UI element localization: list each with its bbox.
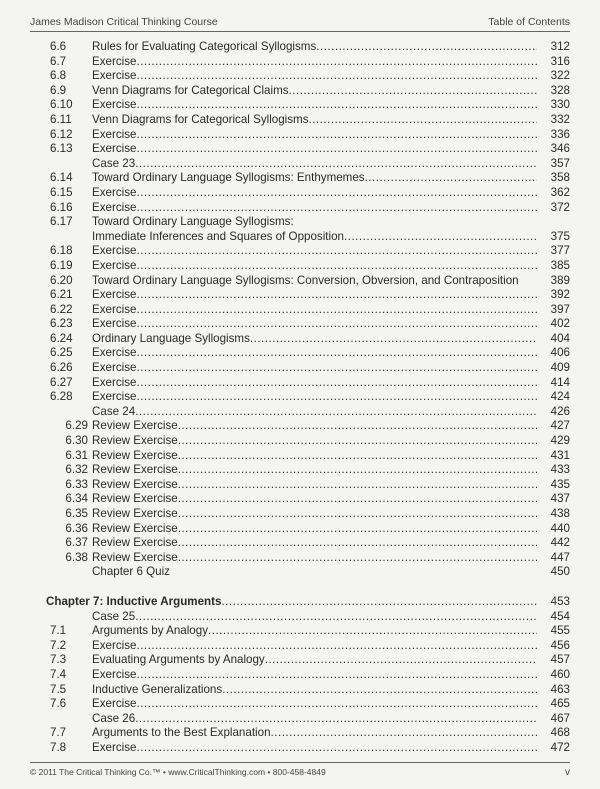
entry-title: Exercise ..... <box>92 186 537 201</box>
entry-number: 6.14 <box>50 171 73 185</box>
entry-page: 463 <box>550 682 570 696</box>
entry-title: Venn Diagrams for Categorical Syllogisms ..... <box>92 113 537 128</box>
entry-number: 6.20 <box>50 273 73 287</box>
entry-page: 385 <box>550 258 570 272</box>
entry-number: 7.4 <box>50 667 67 681</box>
toc-entry <box>0 157 600 172</box>
entry-page: 427 <box>550 419 570 433</box>
entry-number: 6.36 <box>65 521 88 535</box>
entry-title: Toward Ordinary Language Syllogisms: <box>92 215 294 229</box>
entry-number: 6.34 <box>65 492 88 506</box>
entry-page: 357 <box>550 156 570 170</box>
entry-number: 6.38 <box>65 550 88 564</box>
entry-title: Review Exercise ..... <box>92 492 537 507</box>
entry-page: 372 <box>550 200 570 214</box>
entry-page: 450 <box>550 565 570 579</box>
entry-title: Review Exercise ..... <box>92 478 537 493</box>
entry-page: 404 <box>550 331 570 345</box>
entry-number: 6.21 <box>50 288 73 302</box>
entry-page: 409 <box>550 361 570 375</box>
toc-entry <box>0 317 600 332</box>
entry-page: 465 <box>550 697 570 711</box>
entry-page: 375 <box>550 229 570 243</box>
entry-page: 440 <box>550 521 570 535</box>
entry-page: 362 <box>550 185 570 199</box>
toc-entry <box>0 522 600 537</box>
entry-number: 6.13 <box>50 142 73 156</box>
entry-title: Review Exercise ..... <box>92 536 537 551</box>
toc-entry <box>0 668 600 683</box>
entry-title: Case 25 ..... <box>92 610 537 625</box>
toc-entry <box>0 55 600 70</box>
entry-page: 346 <box>550 142 570 156</box>
entry-title: Case 26 ..... <box>92 712 537 727</box>
entry-title: Review Exercise ..... <box>92 419 537 434</box>
toc-entry <box>0 230 600 245</box>
header-section-title: Table of Contents <box>488 16 570 28</box>
toc-entry <box>0 551 600 566</box>
entry-number: 6.10 <box>50 98 73 112</box>
toc-entry <box>0 507 600 522</box>
chapter-page: 453 <box>550 594 570 608</box>
entry-title: Exercise ..... <box>92 361 537 376</box>
entry-number: 6.15 <box>50 185 73 199</box>
entry-number: 6.29 <box>65 419 88 433</box>
toc-entry <box>0 201 600 216</box>
footer-page-number: v <box>565 767 570 778</box>
entry-page: 332 <box>550 112 570 126</box>
entry-page: 322 <box>550 69 570 83</box>
entry-number: 6.8 <box>50 69 67 83</box>
entry-title: Toward Ordinary Language Syllogisms: Conversion, Obversion, and Contraposition <box>92 273 519 287</box>
entry-title: Exercise ..... <box>92 376 537 391</box>
entry-page: 406 <box>550 346 570 360</box>
section-gap <box>0 580 600 595</box>
entry-title: Exercise ..... <box>92 201 537 216</box>
entry-page: 389 <box>550 273 570 287</box>
entry-number: 6.26 <box>50 361 73 375</box>
entry-title: Inductive Generalizations ..... <box>92 683 537 698</box>
toc-entry <box>0 390 600 405</box>
entry-number: 6.30 <box>65 434 88 448</box>
entry-title: Chapter 6 Quiz <box>92 565 170 579</box>
entry-page: 424 <box>550 390 570 404</box>
entry-title: Exercise ..... <box>92 288 537 303</box>
entry-page: 316 <box>550 54 570 68</box>
toc-entry <box>0 712 600 727</box>
toc-entry <box>0 215 600 230</box>
entry-title: Case 23 ..... <box>92 157 537 172</box>
entry-page: 358 <box>550 171 570 185</box>
entry-title: Exercise ..... <box>92 128 537 143</box>
entry-number: 6.19 <box>50 258 73 272</box>
entry-number: 6.6 <box>50 40 67 53</box>
entry-number: 6.18 <box>50 244 73 258</box>
entry-title: Venn Diagrams for Categorical Claims ..... <box>92 84 537 99</box>
entry-number: 6.27 <box>50 375 73 389</box>
entry-page: 435 <box>550 477 570 491</box>
chapter-title: Chapter 7: Inductive Arguments ..... <box>46 595 537 610</box>
entry-title: Immediate Inferences and Squares of Opposition ..... <box>92 230 537 245</box>
toc-entry <box>0 303 600 318</box>
entry-number: 6.37 <box>65 536 88 550</box>
entry-title: Exercise ..... <box>92 244 537 259</box>
entry-page: 472 <box>550 740 570 754</box>
entry-title: Toward Ordinary Language Syllogisms: Enthymemes ..... <box>92 171 537 186</box>
toc-entry <box>0 128 600 143</box>
entry-number: 7.6 <box>50 697 67 711</box>
entry-page: 402 <box>550 317 570 331</box>
entry-page: 312 <box>550 40 570 53</box>
toc-entry <box>0 624 600 639</box>
entry-title: Rules for Evaluating Categorical Syllogisms ..... <box>92 40 537 55</box>
toc-entry <box>0 186 600 201</box>
toc-entry <box>0 288 600 303</box>
entry-number: 6.22 <box>50 302 73 316</box>
table-of-contents <box>0 40 600 756</box>
footer-copyright: © 2011 The Critical Thinking Co.™ • www.CriticalThinking.com • 800-458-4849 <box>30 767 326 777</box>
entry-page: 455 <box>550 624 570 638</box>
entry-number: 6.11 <box>50 112 72 126</box>
toc-entry <box>0 171 600 186</box>
entry-number: 6.17 <box>50 215 73 229</box>
header-book-title: James Madison Critical Thinking Course <box>30 16 218 28</box>
entry-page: 429 <box>550 434 570 448</box>
toc-entry <box>0 653 600 668</box>
entry-title: Case 24 ..... <box>92 405 537 420</box>
toc-entry <box>0 113 600 128</box>
entry-page: 454 <box>550 609 570 623</box>
entry-number: 6.12 <box>50 127 73 141</box>
toc-entry <box>0 639 600 654</box>
entry-page: 431 <box>550 448 570 462</box>
entry-page: 442 <box>550 536 570 550</box>
entry-page: 414 <box>550 375 570 389</box>
entry-page: 377 <box>550 244 570 258</box>
entry-page: 336 <box>550 127 570 141</box>
entry-number: 7.8 <box>50 740 67 754</box>
entry-page: 456 <box>550 638 570 652</box>
entry-number: 7.7 <box>50 726 67 740</box>
entry-title: Exercise ..... <box>92 697 537 712</box>
toc-entry <box>0 405 600 420</box>
entry-number: 6.35 <box>65 507 88 520</box>
toc-entry <box>0 142 600 157</box>
toc-entry <box>0 98 600 113</box>
entry-title: Review Exercise ..... <box>92 522 537 537</box>
toc-entry <box>0 244 600 259</box>
entry-title: Review Exercise ..... <box>92 463 537 478</box>
entry-title: Evaluating Arguments by Analogy ..... <box>92 653 537 668</box>
entry-title: Exercise ..... <box>92 55 537 70</box>
entry-page: 328 <box>550 83 570 97</box>
entry-title: Exercise ..... <box>92 317 537 332</box>
entry-title: Review Exercise ..... <box>92 434 537 449</box>
entry-number: 7.1 <box>50 624 67 638</box>
toc-entry <box>0 376 600 391</box>
toc-entry <box>0 449 600 464</box>
entry-page: 397 <box>550 302 570 316</box>
page-footer <box>30 762 570 787</box>
entry-page: 426 <box>550 404 570 418</box>
toc-entry <box>0 419 600 434</box>
entry-number: 7.5 <box>50 682 67 696</box>
entry-number: 6.24 <box>50 331 73 345</box>
toc-entry <box>0 259 600 274</box>
entry-number: 6.23 <box>50 317 73 331</box>
entry-title: Exercise ..... <box>92 346 537 361</box>
entry-title: Exercise ..... <box>92 390 537 405</box>
entry-number: 6.32 <box>65 463 88 477</box>
chapter-heading <box>0 595 600 610</box>
entry-number: 6.25 <box>50 346 73 360</box>
entry-number: 6.33 <box>65 477 88 491</box>
entry-number: 6.7 <box>50 54 67 68</box>
entry-number: 6.31 <box>65 448 88 462</box>
entry-title: Exercise ..... <box>92 142 537 157</box>
entry-number: 7.3 <box>50 653 67 667</box>
toc-entry <box>0 610 600 625</box>
entry-title: Arguments to the Best Explanation ..... <box>92 726 537 741</box>
entry-page: 468 <box>550 726 570 740</box>
page-header <box>30 6 570 32</box>
toc-entry <box>0 40 600 55</box>
entry-page: 438 <box>550 507 570 520</box>
toc-entry <box>0 492 600 507</box>
toc-entry <box>0 741 600 756</box>
entry-title: Exercise ..... <box>92 303 537 318</box>
entry-number: 6.28 <box>50 390 73 404</box>
entry-number: 7.2 <box>50 638 67 652</box>
toc-entry <box>0 565 600 580</box>
toc-entry <box>0 463 600 478</box>
entry-title: Review Exercise ..... <box>92 449 537 464</box>
toc-entry <box>0 274 600 289</box>
entry-page: 460 <box>550 667 570 681</box>
entry-page: 437 <box>550 492 570 506</box>
entry-title: Exercise ..... <box>92 69 537 84</box>
entry-title: Review Exercise ..... <box>92 551 537 566</box>
entry-title: Ordinary Language Syllogisms ..... <box>92 332 537 347</box>
toc-entry <box>0 84 600 99</box>
entry-number: 6.16 <box>50 200 73 214</box>
entry-page: 467 <box>550 711 570 725</box>
entry-title: Arguments by Analogy ..... <box>92 624 537 639</box>
toc-entry <box>0 478 600 493</box>
toc-entry <box>0 361 600 376</box>
entry-title: Exercise ..... <box>92 259 537 274</box>
toc-entry <box>0 697 600 712</box>
entry-page: 392 <box>550 288 570 302</box>
toc-entry <box>0 346 600 361</box>
toc-entry <box>0 332 600 347</box>
entry-title: Exercise ..... <box>92 98 537 113</box>
toc-entry <box>0 726 600 741</box>
entry-title: Exercise ..... <box>92 668 537 683</box>
entry-number: 6.9 <box>50 83 67 97</box>
entry-page: 433 <box>550 463 570 477</box>
toc-entry <box>0 434 600 449</box>
entry-title: Review Exercise ..... <box>92 507 537 522</box>
entry-page: 457 <box>550 653 570 667</box>
toc-entry <box>0 536 600 551</box>
entry-page: 447 <box>550 550 570 564</box>
entry-title: Exercise ..... <box>92 741 537 756</box>
toc-entry <box>0 69 600 84</box>
entry-page: 330 <box>550 98 570 112</box>
toc-entry <box>0 683 600 698</box>
entry-title: Exercise ..... <box>92 639 537 654</box>
